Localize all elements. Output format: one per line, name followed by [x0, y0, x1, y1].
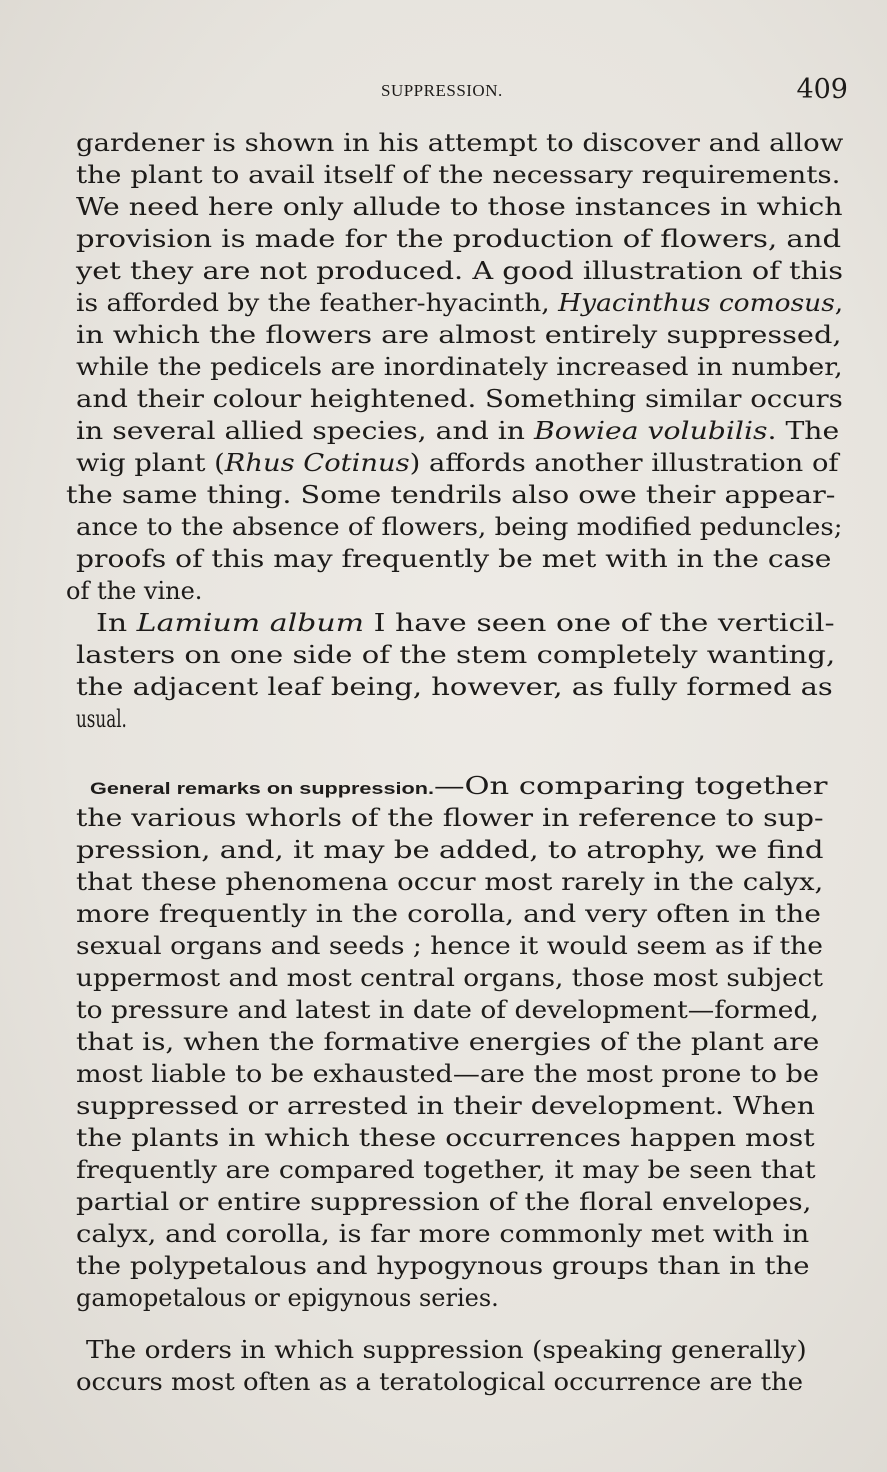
text-line: gamopetalous or epigynous series.	[76, 1284, 499, 1312]
text-line: lasters on one side of the stem completely wanting,	[76, 641, 836, 669]
text-line: calyx, and corolla, is far more commonly met with in	[76, 1220, 810, 1248]
italic-term: Bowiea volubilis	[533, 417, 768, 445]
text-run: I have seen one of the verticil-	[364, 609, 835, 637]
text-line: yet they are not produced. A good illustration of this	[76, 257, 844, 285]
text-line: ance to the absence of flowers, being modified peduncles;	[76, 513, 843, 541]
text-run: is afforded by the feather-hyacinth,	[76, 289, 559, 317]
text-line	[76, 451, 839, 475]
text-line: suppressed or arrested in their development. When	[76, 1092, 815, 1120]
text-line: frequently are compared together, it may be seen that	[76, 1156, 816, 1184]
text-line: and their colour heightened. Something similar occurs	[76, 385, 843, 413]
running-head: SUPPRESSION.	[381, 81, 503, 100]
text-line: proofs of this may frequently be met with in the case	[76, 545, 832, 573]
text-line: of the vine.	[66, 577, 203, 605]
text-line: occurs most often as a teratological occurrence are the	[76, 1368, 804, 1396]
text-line: partial or entire suppression of the floral envelopes,	[76, 1188, 812, 1216]
text-line: the plant to avail itself of the necessary requirements.	[76, 161, 841, 189]
text-line: that is, when the formative energies of the plant are	[76, 1028, 820, 1056]
text-line: the same thing. Some tendrils also owe their appear-	[66, 481, 836, 509]
italic-term: Rhus Cotinus	[224, 449, 410, 477]
text-line: while the pedicels are inordinately increased in number,	[76, 353, 843, 381]
text-line: more frequently in the corolla, and very often in the	[76, 900, 821, 928]
text-line	[96, 611, 835, 635]
text-line: to pressure and latest in date of development—formed,	[76, 996, 819, 1024]
text-run: —On comparing together	[433, 772, 828, 800]
text-line: provision is made for the production of flowers, and	[76, 225, 842, 253]
italic-term: Lamium album	[136, 609, 365, 637]
text-line: the plants in which these occurrences happen most	[76, 1124, 815, 1152]
text-run: In	[96, 609, 137, 637]
text-run: ) affords another illustration of	[409, 449, 839, 477]
text-run: . The	[767, 417, 840, 445]
section-sidehead: General remarks on suppression.	[90, 779, 434, 798]
text-line: usual.	[76, 705, 127, 733]
page-number: 409	[796, 74, 848, 105]
text-line: that these phenomena occur most rarely in the calyx,	[76, 868, 824, 896]
text-line: The orders in which suppression (speaking generally)	[86, 1336, 807, 1364]
text-line: uppermost and most central organs, those most subject	[76, 964, 824, 992]
text-run: wig plant (	[76, 449, 225, 477]
text-line	[76, 291, 843, 315]
text-line	[90, 774, 827, 798]
text-line: most liable to be exhausted—are the most prone to be	[76, 1060, 819, 1088]
text-line: in which the flowers are almost entirely suppressed,	[76, 321, 842, 349]
text-line: We need here only allude to those instances in which	[76, 193, 843, 221]
text-line: sexual organs and seeds ; hence it would seem as if the	[76, 932, 823, 960]
text-line	[76, 419, 839, 443]
text-run: ,	[834, 289, 844, 317]
italic-term: Hyacinthus comosus	[558, 289, 835, 317]
text-line: pression, and, it may be added, to atrophy, we find	[76, 836, 824, 864]
text-line: the polypetalous and hypogynous groups than in the	[76, 1252, 810, 1280]
text-line: gardener is shown in his attempt to discover and allow	[76, 129, 844, 157]
text-run: in several allied species, and in	[76, 417, 534, 445]
text-line: the adjacent leaf being, however, as fully formed as	[76, 673, 833, 701]
text-line: the various whorls of the flower in reference to sup-	[76, 804, 824, 832]
